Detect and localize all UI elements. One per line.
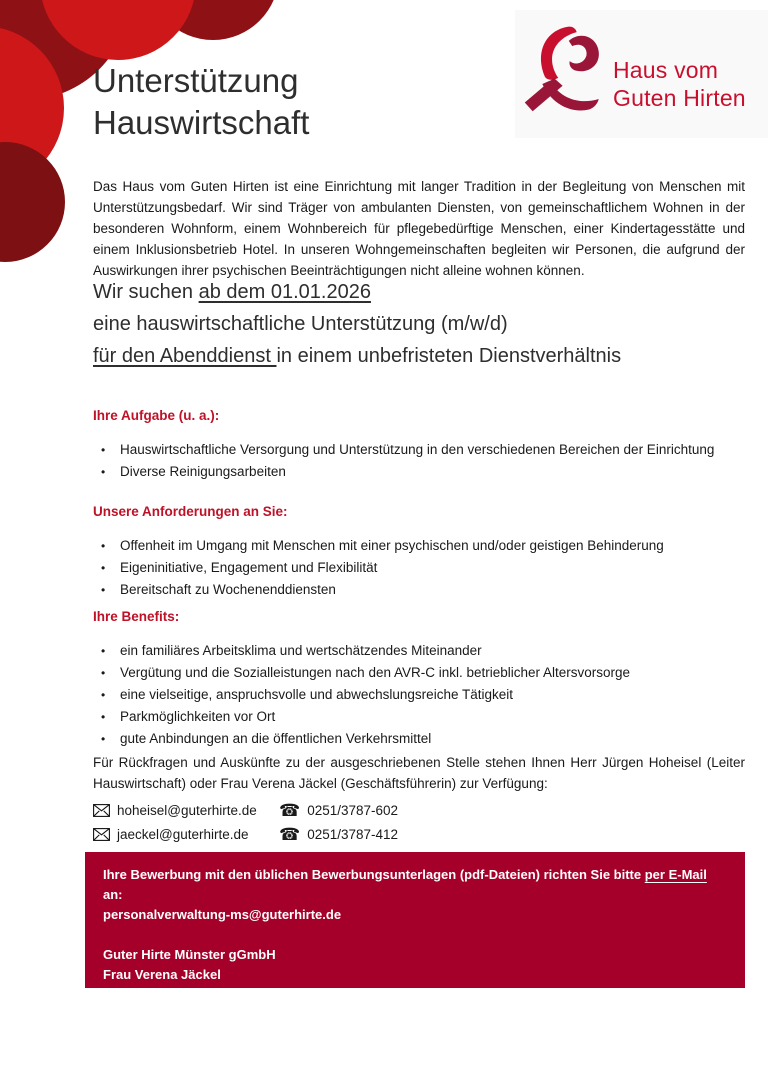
address-person: Frau Verena Jäckel xyxy=(103,967,221,982)
list-item-text: gute Anbindungen an die öffentlichen Verkehrsmittel xyxy=(120,731,432,746)
bullet-icon: • xyxy=(101,443,106,457)
list-item xyxy=(93,706,745,728)
bullet-icon: • xyxy=(101,688,106,702)
contact-email: hoheisel@guterhirte.de xyxy=(117,802,257,818)
bullet-icon: • xyxy=(101,583,106,597)
contact-block xyxy=(93,752,745,846)
company-name-line2: Guten Hirten xyxy=(613,85,746,111)
address-company: Guter Hirte Münster gGmbH xyxy=(103,947,276,962)
page-title-line1: Unterstützung xyxy=(93,62,299,99)
vacancy-line1-prefix: Wir suchen xyxy=(93,281,199,303)
bullet-icon: • xyxy=(101,666,106,680)
application-instruction xyxy=(103,865,727,905)
page-title-line2: Hauswirtschaft xyxy=(93,104,310,141)
application-instruction-prefix: Ihre Bewerbung mit den üblichen Bewerbungsunterlagen (pdf-Dateien) richten Sie bitte xyxy=(103,867,645,882)
vacancy-statement xyxy=(93,276,745,372)
vacancy-line2: eine hauswirtschaftliche Unterstützung (m/w/d) xyxy=(93,313,508,335)
intro-paragraph: Das Haus vom Guten Hirten ist eine Einrichtung mit langer Tradition in der Begleitung von Menschen mit Unterstützungsbedarf. Wir sind Träger von ambulanten Diensten, von gemeinschaftlichem Wohnen in der besonderen Wohnform, einem Wohnbereich für pflegebedürftige Menschen, einer Kindertagesstätte und einem Inklusionsbetrieb Hotel. In unseren Wohngemeinschaften begleiten wir Personen, die aufgrund der Auswirkungen ihrer psychischen Beeinträchtigungen nicht alleine wohnen können. xyxy=(93,178,745,278)
contact-paragraph: Für Rückfragen und Auskünfte zu der ausgeschriebenen Stelle stehen Ihnen Herr Jürgen Hoheisel (Leiter Hauswirtschaft) oder Frau Verena Jäckel (Geschäftsführerin) zur Verfügung: xyxy=(93,755,745,791)
list-item-text: Bereitschaft zu Wochenenddiensten xyxy=(120,582,336,597)
list-item xyxy=(93,461,745,483)
page-title xyxy=(93,60,309,144)
contact-email: jaeckel@guterhirte.de xyxy=(117,826,249,842)
address-city: 48145 Münster xyxy=(103,1007,194,1022)
section-tasks xyxy=(93,407,745,483)
bullet-icon: • xyxy=(101,644,106,658)
vacancy-line1 xyxy=(93,276,745,308)
bullet-icon: • xyxy=(101,539,106,553)
bullet-icon: • xyxy=(101,732,106,746)
application-box xyxy=(85,852,745,1022)
list-item xyxy=(93,579,745,601)
section-requirements-list xyxy=(93,535,745,601)
list-item-text: Parkmöglichkeiten vor Ort xyxy=(120,709,276,724)
application-instruction-email-emphasis: per E-Mail xyxy=(644,867,707,882)
company-name-line1: Haus vom xyxy=(613,57,719,83)
list-item-text: Offenheit im Umgang mit Menschen mit einer psychischen und/oder geistigen Behinderung xyxy=(120,538,664,553)
envelope-icon xyxy=(93,828,110,841)
heart-crook-logo-icon xyxy=(523,16,611,130)
list-item xyxy=(93,557,745,579)
contact-row xyxy=(93,822,745,846)
list-item xyxy=(93,662,745,684)
section-tasks-heading: Ihre Aufgabe (u. a.): xyxy=(93,408,220,423)
section-benefits-list xyxy=(93,640,745,750)
list-item-text: Diverse Reinigungsarbeiten xyxy=(120,464,286,479)
contact-rows xyxy=(93,798,745,846)
list-item-text: eine vielseitige, anspruchsvolle und abwechslungsreiche Tätigkeit xyxy=(120,687,513,702)
phone-icon: ☎ xyxy=(279,824,301,844)
bullet-icon: • xyxy=(101,465,106,479)
decor-circle-maroon xyxy=(0,142,65,262)
contact-phone: 0251/3787-412 xyxy=(307,826,399,842)
vacancy-shift: für den Abenddienst xyxy=(93,345,277,367)
contact-row xyxy=(93,798,745,822)
address-street: Mauritz-Lindenweg 61 xyxy=(103,987,239,1002)
list-item xyxy=(93,728,745,750)
section-requirements xyxy=(93,503,745,601)
bullet-icon: • xyxy=(101,561,106,575)
list-item-text: Vergütung und die Sozialleistungen nach den AVR-C inkl. betrieblicher Altersvorsorge xyxy=(120,665,631,680)
application-instruction-suffix: an: xyxy=(103,887,123,902)
envelope-icon xyxy=(93,804,110,817)
list-item xyxy=(93,640,745,662)
application-address xyxy=(103,945,727,1025)
section-requirements-heading: Unsere Anforderungen an Sie: xyxy=(93,504,288,519)
contact-phone: 0251/3787-602 xyxy=(307,802,399,818)
application-email: personalverwaltung-ms@guterhirte.de xyxy=(103,907,342,922)
company-logo xyxy=(515,10,768,138)
vacancy-line3 xyxy=(93,340,745,372)
section-benefits-heading: Ihre Benefits: xyxy=(93,609,180,624)
vacancy-line3-suffix: in einem unbefristeten Dienstverhältnis xyxy=(276,345,622,367)
company-name xyxy=(613,56,746,112)
list-item-text: Eigeninitiative, Engagement und Flexibilität xyxy=(120,560,378,575)
list-item-text: Hauswirtschaftliche Versorgung und Unterstützung in den verschiedenen Bereichen der Einrichtung xyxy=(120,442,715,457)
list-item xyxy=(93,535,745,557)
section-benefits xyxy=(93,608,745,750)
phone-icon: ☎ xyxy=(279,800,301,820)
list-item xyxy=(93,684,745,706)
list-item xyxy=(93,439,745,461)
list-item-text: ein familiäres Arbeitsklima und wertschätzendes Miteinander xyxy=(120,643,482,658)
vacancy-start-date: ab dem 01.01.2026 xyxy=(198,281,371,303)
bullet-icon: • xyxy=(101,710,106,724)
section-tasks-list xyxy=(93,439,745,483)
